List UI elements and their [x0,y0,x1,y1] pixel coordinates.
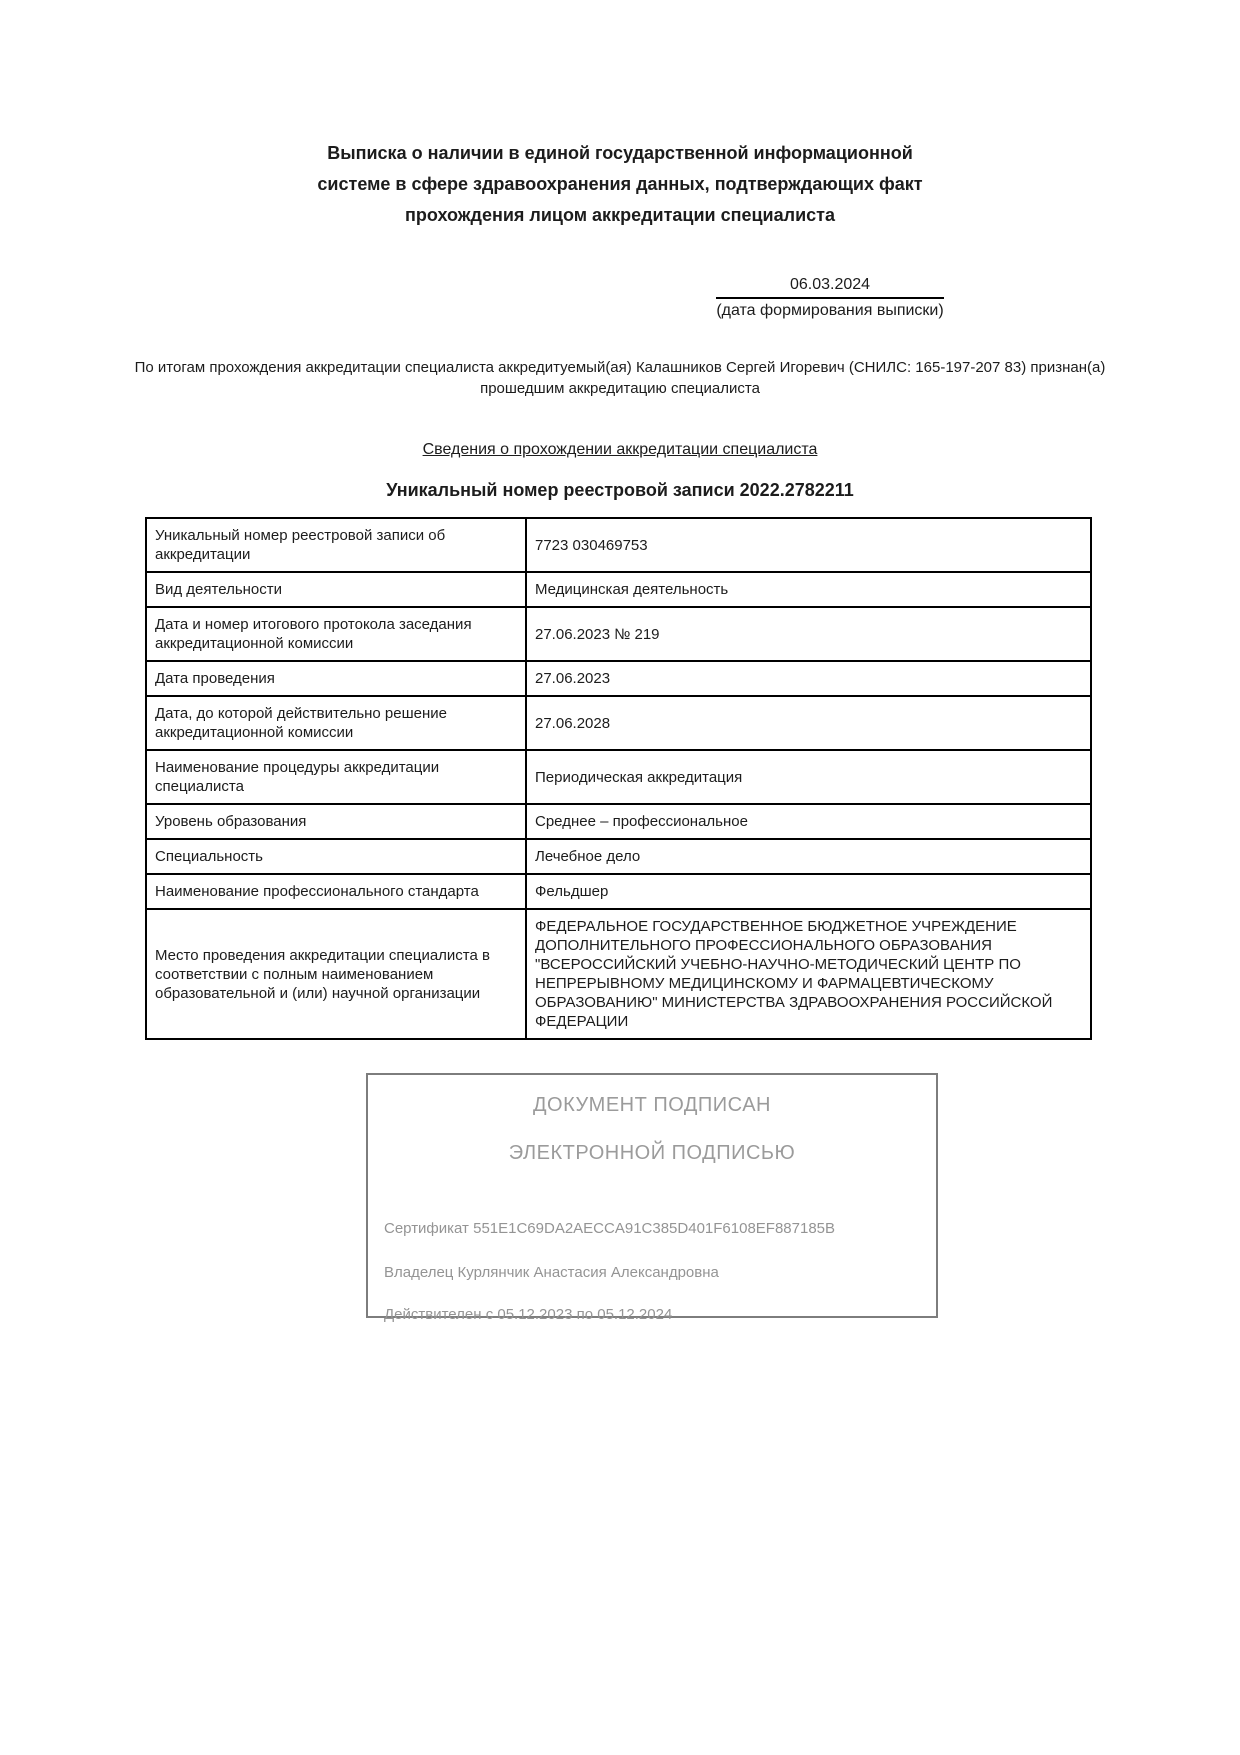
electronic-signature-stamp [366,1073,938,1323]
document-title [0,138,1240,231]
signature-heading-line2: ЭЛЕКТРОННОЙ ПОДПИСЬЮ [508,1142,796,1164]
row-value: Лечебное дело [526,839,1091,874]
registry-number-heading: Уникальный номер реестровой записи 2022.2782211 [386,480,854,500]
row-value: Периодическая аккредитация [526,750,1091,804]
row-label: Дата, до которой действительно решение аккредитационной комиссии [146,696,526,750]
document-title-line: Выписка о наличии в единой государственной информационной [327,143,913,163]
row-label: Вид деятельности [146,572,526,607]
row-value: 27.06.2023 № 219 [526,607,1091,661]
row-label: Уникальный номер реестровой записи об аккредитации [146,518,526,572]
row-label: Уровень образования [146,804,526,839]
row-label: Дата и номер итогового протокола заседания аккредитационной комиссии [146,607,526,661]
accreditation-details-table [145,517,1092,1040]
table-row [146,572,1091,607]
table-row [146,661,1091,696]
issue-date-caption: (дата формирования выписки) [716,302,944,319]
signature-certificate: Сертификат 551E1C69DA2AECCA91C385D401F6108EF887185B [384,1220,836,1237]
signature-owner: Владелец Курлянчик Анастасия Александровна [384,1264,719,1281]
issue-date-value: 06.03.2024 [716,275,944,299]
row-value: Медицинская деятельность [526,572,1091,607]
row-value: 27.06.2028 [526,696,1091,750]
row-label: Наименование процедуры аккредитации специалиста [146,750,526,804]
row-value: Среднее – профессиональное [526,804,1091,839]
table-row [146,804,1091,839]
document-title-line: прохождения лицом аккредитации специалиста [405,205,835,225]
issue-date-block [716,275,944,321]
accreditation-summary-paragraph: По итогам прохождения аккредитации специалиста аккредитуемый(ая) Калашников Сергей Игоревич (СНИЛС: 165-197-207 83) признан(а) прошедшим аккредитацию специалиста [134,359,1106,397]
signature-validity: Действителен с 05.12.2023 по 05.12.2024 [384,1306,673,1323]
row-label: Наименование профессионального стандарта [146,874,526,909]
row-value: ФЕДЕРАЛЬНОЕ ГОСУДАРСТВЕННОЕ БЮДЖЕТНОЕ УЧРЕЖДЕНИЕ ДОПОЛНИТЕЛЬНОГО ПРОФЕССИОНАЛЬНОГО ОБРАЗОВАНИЯ "ВСЕРОССИЙСКИЙ УЧЕБНО-НАУЧНО-МЕТОДИЧЕСКИЙ ЦЕНТР ПО НЕПРЕРЫВНОМУ МЕДИЦИНСКОМУ И ФАРМАЦЕВТИЧЕСКОМУ ОБРАЗОВАНИЮ" МИНИСТЕРСТВА ЗДРАВООХРАНЕНИЯ РОССИЙСКОЙ ФЕДЕРАЦИИ [526,909,1091,1039]
row-value: 27.06.2023 [526,661,1091,696]
table-row [146,518,1091,572]
signature-heading-line1: ДОКУМЕНТ ПОДПИСАН [533,1094,771,1116]
table-row [146,839,1091,874]
row-value: Фельдшер [526,874,1091,909]
table-row [146,909,1091,1039]
table-row [146,750,1091,804]
row-value: 7723 030469753 [526,518,1091,572]
document-title-line: системе в сфере здравоохранения данных, подтверждающих факт [317,174,923,194]
section-heading: Сведения о прохождении аккредитации специалиста [422,441,818,458]
row-label: Место проведения аккредитации специалиста в соответствии с полным наименованием образовательной и (или) научной организации [146,909,526,1039]
row-label: Специальность [146,839,526,874]
table-row [146,696,1091,750]
table-row [146,874,1091,909]
table-row [146,607,1091,661]
row-label: Дата проведения [146,661,526,696]
